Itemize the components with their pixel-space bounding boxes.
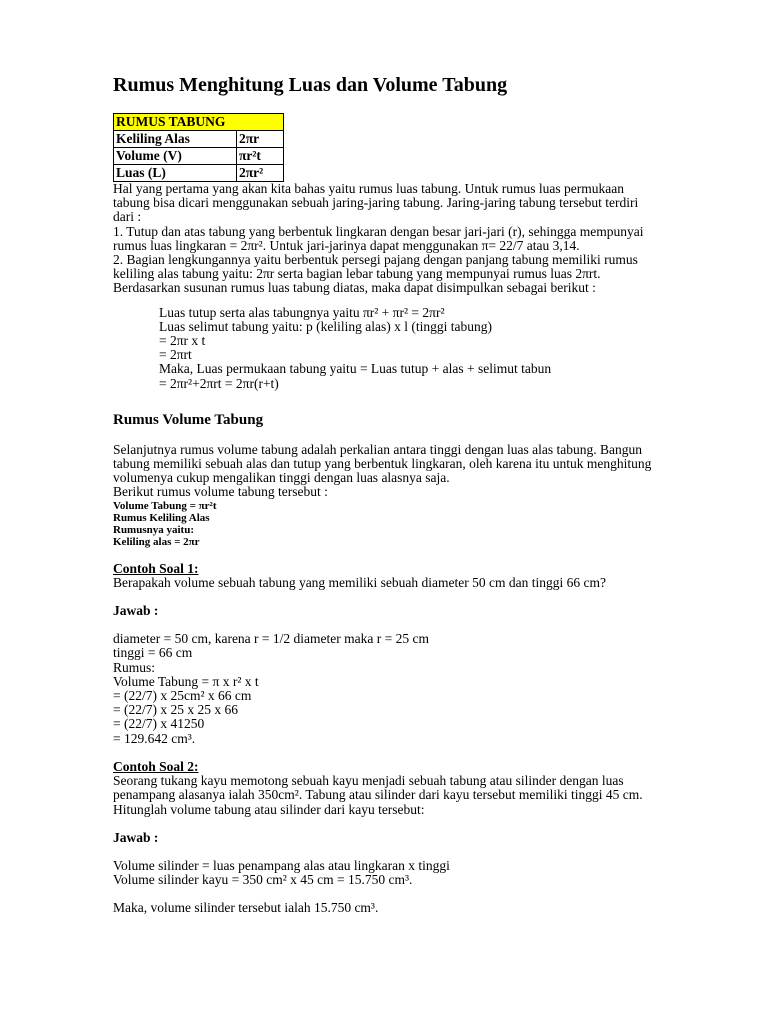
step-line: = 2πr²+2πrt = 2πr(r+t) [159, 375, 279, 391]
table-row [114, 165, 284, 182]
intro-section [113, 182, 658, 391]
table-cell-value: 2πr [237, 131, 284, 148]
paragraph: Hal yang pertama yang akan kita bahas yaitu rumus luas tabung. Untuk rumus luas permukaan tabung bisa dicari menggunakan sebuah jaring-jaring tabung. Jaring-jaring tabung tersebut terdiri dari : [113, 181, 639, 225]
table-header-filler [237, 114, 284, 131]
step-line: = 2πr x t [159, 333, 206, 349]
volume-section [113, 429, 658, 500]
paragraph: 1. Tutup dan atas tabung yang berbentuk lingkaran dengan besar jari-jari (r), sehingga mempunyai rumus luas lingkaran = 2πr². Untuk jari-jarinya dapat menggunakan π= 22/7 atau 3,14. [113, 223, 644, 253]
volume-heading: Rumus Volume Tabung [113, 411, 264, 428]
answer-line: = (22/7) x 41250 [113, 716, 205, 732]
answer-line: Volume silinder = luas penampang alas atau lingkaran x tinggi [113, 857, 450, 873]
paragraph: 2. Bagian lengkungannya yaitu berbentuk persegi pajang dengan panjang tabung memiliki rumus keliling alas tabung yaitu: 2πr serta bagian lebar tabung yang mempunyai rumus luas 2πrt. [113, 252, 638, 282]
paragraph: Selanjutnya rumus volume tabung adalah perkalian antara tinggi dengan luas alas tabung. Bangun tabung memiliki sebuah alas dan tutup yang berbentuk lingkaran, oleh karena itu untuk menghitung volumenya cukup mengalikan tinggi dengan luas alasnya saja. [113, 441, 652, 486]
formula-line: Rumusnya yaitu: [113, 523, 194, 536]
answer-line: Rumus: [113, 659, 156, 675]
soal2-section [113, 746, 658, 916]
answer-line: diameter = 50 cm, karena r = 1/2 diameter maka r = 25 cm [113, 631, 429, 647]
paragraph: Berdasarkan susunan rumus luas tabung diatas, maka dapat disimpulkan sebagai berikut : [113, 280, 596, 296]
luas-steps [113, 306, 658, 391]
answer-line: Volume silinder kayu = 350 cm² x 45 cm = 15.750 cm³. [113, 872, 413, 888]
formula-line: Rumus Keliling Alas [113, 511, 210, 524]
soal2-question: Seorang tukang kayu memotong sebuah kayu menjadi sebuah tabung atau silinder dengan luas penampang alasanya ialah 350cm². Tabung atau silinder dari kayu tersebut memiliki tinggi 45 cm. Hitunglah volume tabung atau silinder dari kayu tersebut: [113, 773, 643, 817]
soal2-conclusion: Maka, volume silinder tersebut ialah 15.750 cm³. [113, 900, 379, 916]
document-content [113, 72, 658, 916]
step-line: Maka, Luas permukaan tabung yaitu = Luas tutup + alas + selimut tabun [159, 361, 552, 377]
answer-line: tinggi = 66 cm [113, 645, 193, 661]
formula-table [113, 113, 284, 182]
answer-line: Volume Tabung = π x r² x t [113, 673, 259, 689]
table-row [114, 131, 284, 148]
step-line: Luas tutup serta alas tabungnya yaitu πr² + πr² = 2πr² [159, 304, 445, 320]
soal1-question: Berapakah volume sebuah tabung yang memiliki sebuah diameter 50 cm dan tinggi 66 cm? [113, 574, 606, 590]
formula-line: Volume Tabung = πr²t [113, 499, 217, 512]
paragraph: Berikut rumus volume tabung tersebut : [113, 484, 328, 500]
answer-line: = (22/7) x 25cm² x 66 cm [113, 688, 252, 704]
answer-line: = 129.642 cm³. [113, 730, 196, 746]
soal1-section [113, 548, 658, 746]
soal1-jawab: Jawab : [113, 603, 159, 619]
page-title: Rumus Menghitung Luas dan Volume Tabung [113, 74, 508, 96]
table-cell-label: Volume (V) [114, 148, 237, 165]
volume-formulas [113, 500, 658, 548]
table-cell-label: Luas (L) [114, 165, 237, 182]
table-header-row [114, 114, 284, 131]
table-cell-value: 2πr² [237, 165, 284, 182]
formula-line: Keliling alas = 2πr [113, 535, 200, 548]
table-cell-label: Keliling Alas [114, 131, 237, 148]
step-line: = 2πrt [159, 347, 192, 363]
table-cell-value: πr²t [237, 148, 284, 165]
soal1-heading: Contoh Soal 1: [113, 560, 199, 576]
soal2-jawab: Jawab : [113, 829, 159, 845]
step-line: Luas selimut tabung yaitu: p (keliling alas) x l (tinggi tabung) [159, 318, 492, 334]
table-header-cell: RUMUS TABUNG [114, 114, 237, 131]
soal2-heading: Contoh Soal 2: [113, 758, 199, 774]
table-row [114, 148, 284, 165]
answer-line: = (22/7) x 25 x 25 x 66 [113, 702, 238, 718]
